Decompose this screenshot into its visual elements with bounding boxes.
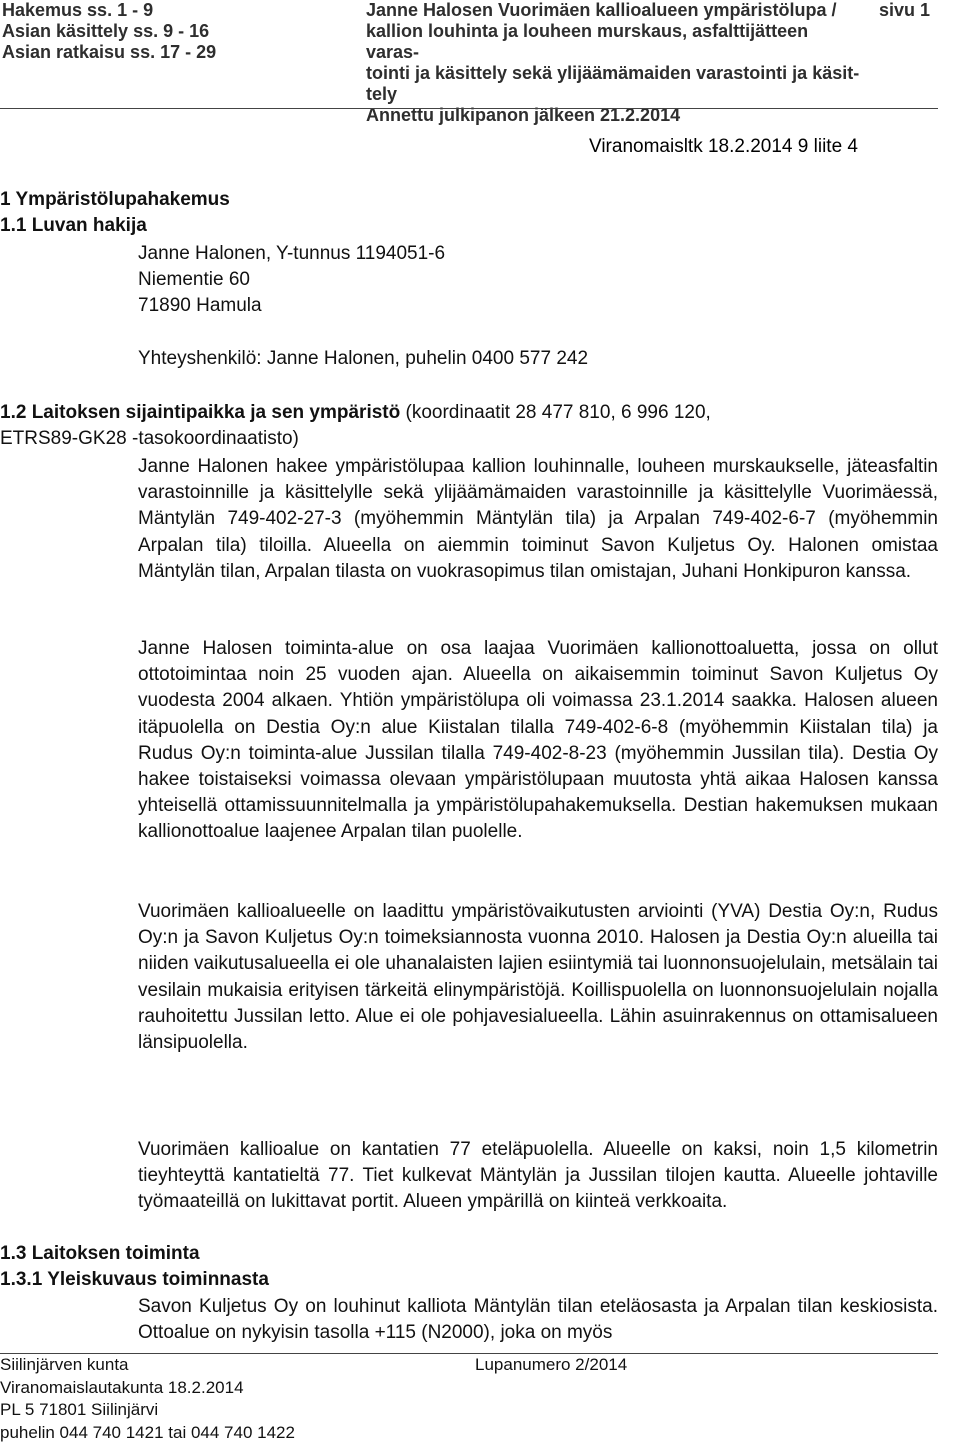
location-heading [0,400,938,452]
document-reference: Viranomaisltk 18.2.2014 9 liite 4 [589,136,858,157]
footer-permit-number: Lupanumero 2/2014 [475,1355,628,1374]
contact-person: Yhteyshenkilö: Janne Halonen, puhelin 0400 577 242 [138,348,589,369]
applicant-name: Janne Halonen, Y-tunnus 1194051-6 [138,243,446,264]
subsection-heading: 1.1 Luvan hakija [0,215,147,236]
page-number: sivu 1 [879,0,931,20]
header-title-line: kallion louhinta ja louheen murskaus, asfalttijätteen varas- [366,21,809,62]
applicant-block [138,241,445,320]
header-title-line: tely [366,84,398,104]
location-heading-label: 1.2 Laitoksen sijaintipaikka ja sen ympäristö [0,402,401,423]
header-title-line: tointi ja käsittely sekä ylijäämämaiden varastointi ja käsit- [366,63,860,83]
header-left-line: Asian käsittely ss. 9 - 16 [2,21,210,41]
applicant-postal: 71890 Hamula [138,295,262,317]
location-coordinate-system: ETRS89-GK28 -tasokoordinaatisto) [0,428,299,450]
section-heading: 1.3 Laitoksen toiminta [0,1243,200,1264]
header-left-line: Hakemus ss. 1 - 9 [2,0,154,20]
paragraph: Savon Kuljetus Oy on louhinut kalliota Mäntylän tilan eteläosasta ja Arpalan tilan keskiosista. Ottoalue on nykyisin tasolla +115 (N2000), joka on myös [138,1296,938,1344]
header-title-line: Annettu julkipanon jälkeen 21.2.2014 [366,105,681,125]
footer-municipality: Siilinjärven kunta [0,1355,129,1374]
footer-contact [0,1354,295,1444]
paragraph: Vuorimäen kallioalueelle on laadittu ympäristövaikutusten arviointi (YVA) Destia Oy:n, Rudus Oy:n ja Savon Kuljetus Oy:n toimeksiannosta vuonna 2010. Halosen ja Destia Oy:n alueilla tai niiden vaikutusalueella ei ole uhanalaisten lajien esiintymiä tai luonnonsuojelulain, metsälain tai vesilain mukaisia erityisen tärkeitä elinympäristöjä. Koillispuolella on luonnonsuojelulain nojalla rauhoitettu Jussilan letto. Alue ei ole pohjavesialueella. Lähin asuinrakennus on ottamisalueen länsipuolella. [138,901,938,1054]
header-left-line: Asian ratkaisu ss. 17 - 29 [2,42,217,62]
footer-address: PL 5 71801 Siilinjärvi [0,1400,159,1419]
paragraph: Janne Halonen hakee ympäristölupaa kallion louhinnalle, louheen murskaukselle, jäteasfaltin varastoinnille ja käsittelylle sekä ylijäämämaiden varastoinnille ja käsittelylle Vuorimäessä, Mäntylän 749-402-27-3 (myöhemmin Mäntylän tila) ja Arpalan 749-402-6-7 (myöhemmin Arpalan tila) tiloilla. Alueella on aiemmin toiminut Savon Kuljetus Oy. Halonen omistaa Mäntylän tilan, Arpalan tilasta on vuokrasopimus tilan omistajan, Juhani Honkipuron kanssa. [138,456,938,582]
section-heading: 1 Ympäristölupahakemus [0,189,230,210]
footer-phone: puhelin 044 740 1421 tai 044 740 1422 [0,1422,295,1442]
header-left [2,0,216,63]
paragraph: Vuorimäen kallioalue on kantatien 77 eteläpuolella. Alueelle on kaksi, noin 1,5 kilometrin tieyhteyttä kantatieltä 77. Tiet kulkevat Mäntylän ja Jussilan tilojen kautta. Alueelle johtaville työmaateillä on lukittavat portit. Alueen ympärillä on kiinteä verkkoaita. [138,1139,938,1213]
header-title-line: Janne Halosen Vuorimäen kallioalueen ympäristölupa / [366,0,837,20]
paragraph: Janne Halosen toiminta-alue on osa laajaa Vuorimäen kallionottoaluetta, jossa on ollut ottotoimintaa noin 25 vuoden ajan. Alueella on aikaisemmin toiminut Savon Kuljetus Oy vuodesta 2004 alkaen. Yhtiön ympäristölupa oli voimassa 23.1.2014 saakka. Halosen alueen itäpuolella on Destia Oy:n alue Kiistalan tilalla 749-402-6-8 (myöhemmin Kiistalan tila) ja Rudus Oy:n toiminta-alue Jussilan tilalla 749-402-8-23 (myöhemmin Jussilan tila). Destia Oy hakee toistaiseksi voimassa olevaan ympäristölupaan muutosta yhtä aikaa Halosen kanssa yhteisellä ottamissuunnitelmalla ja ympäristölupahakemuksella. Destian hakemuksen mukaan kallionottoalue laajenee Arpalan tilan puolelle. [138,638,938,843]
location-coordinates: (koordinaatit 28 477 810, 6 996 120, [400,402,711,423]
subsection-heading: 1.3.1 Yleiskuvaus toiminnasta [0,1269,269,1290]
applicant-street: Niementie 60 [138,269,250,291]
footer-board: Viranomaislautakunta 18.2.2014 [0,1377,244,1397]
header-divider [0,108,938,109]
